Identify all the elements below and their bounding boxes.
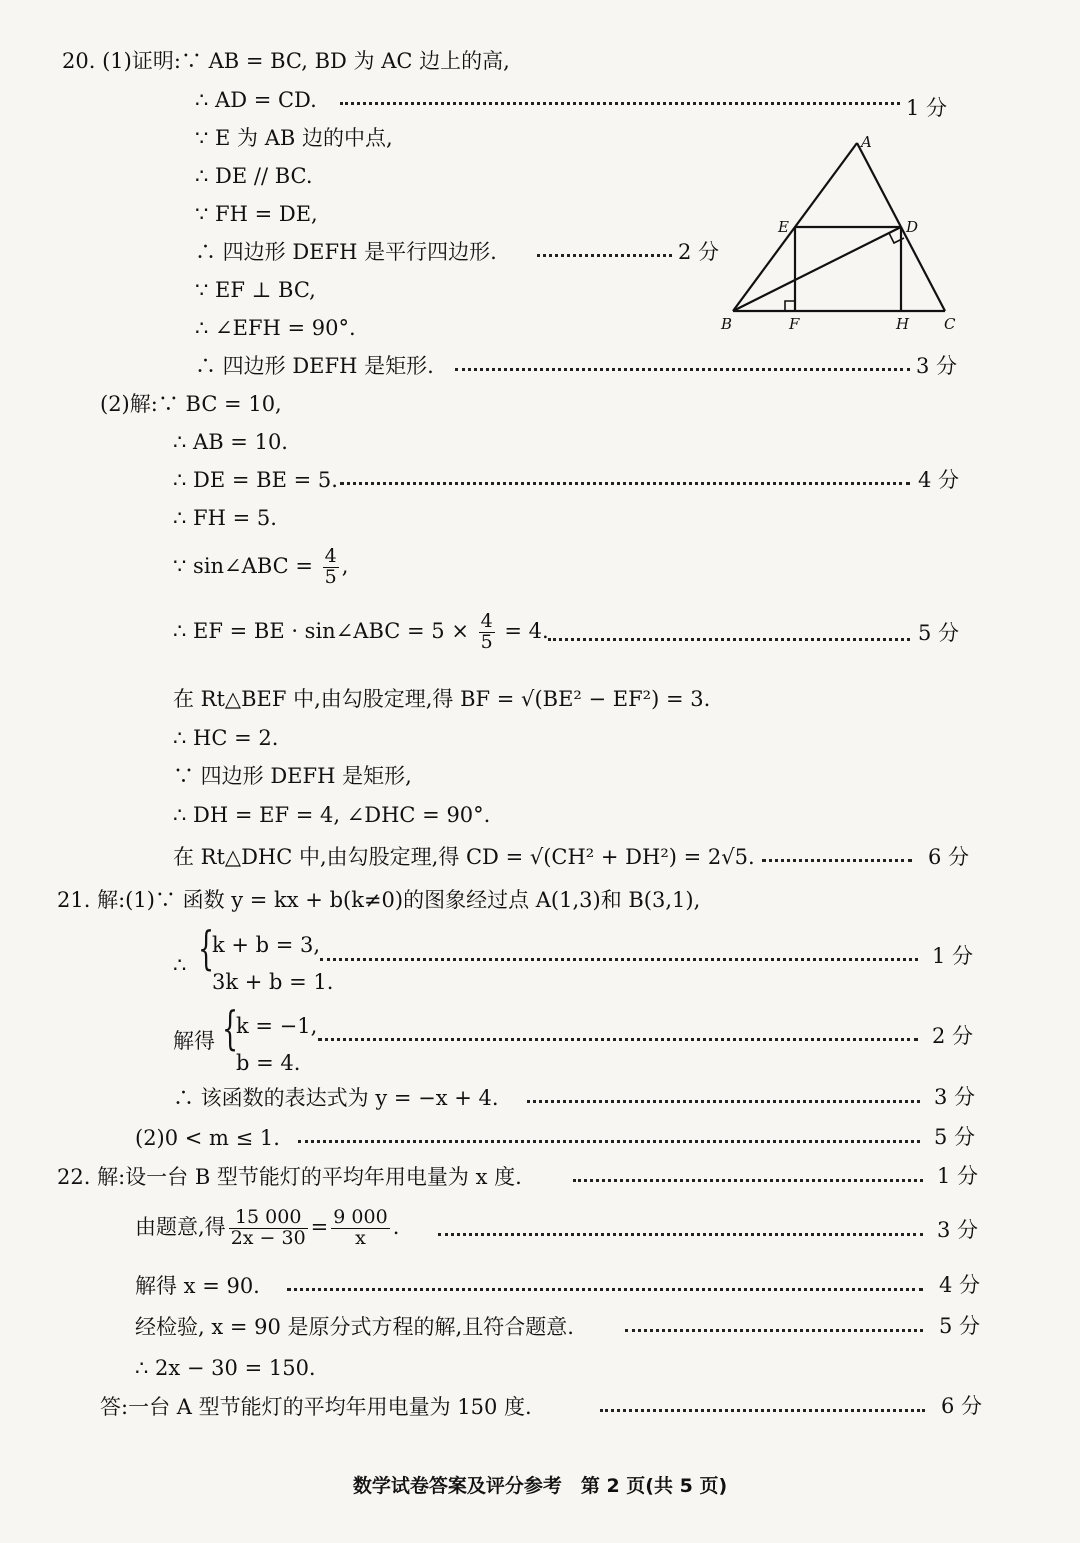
fraction-15000 xyxy=(229,1208,308,1249)
label-d: D xyxy=(906,218,919,236)
solution-k: k = −1, xyxy=(236,1014,318,1038)
q20-line-2: ∴ AD = CD. xyxy=(195,88,317,112)
q21-system-2-prefix: 解得 xyxy=(173,1029,215,1053)
fraction-numerator: 4 xyxy=(324,545,337,567)
q20-line-7: ∵ EF ⊥ BC, xyxy=(195,278,316,302)
score-mark: 6 分 xyxy=(941,1394,983,1418)
label-e: E xyxy=(778,218,789,236)
fraction-numerator: 4 xyxy=(480,610,493,632)
score-mark: 4 分 xyxy=(918,468,960,492)
score-mark: 2 分 xyxy=(678,240,720,264)
brace-icon: { xyxy=(198,921,215,975)
fraction-denominator: 2x − 30 xyxy=(230,1226,306,1249)
fraction-9000 xyxy=(331,1208,389,1249)
q20-part2-line-7: 在 Rt△BEF 中,由勾股定理,得 BF = √(BE² − EF²) = 3. xyxy=(173,687,711,711)
equation-1: k + b = 3, xyxy=(212,933,321,957)
score-mark: 5 分 xyxy=(939,1314,981,1338)
segment-bd xyxy=(733,227,901,311)
score-leader xyxy=(625,1327,923,1332)
q20-part2-line-4: ∴ FH = 5. xyxy=(173,506,277,530)
score-mark: 5 分 xyxy=(934,1125,976,1149)
score-mark: 5 分 xyxy=(918,621,960,645)
q20-part2-line-2: ∴ AB = 10. xyxy=(173,430,288,454)
fraction-four-fifths xyxy=(323,547,339,588)
equation-2: 3k + b = 1. xyxy=(212,969,334,994)
q20-line-1: 20. (1)证明:∵ AB = BC, BD 为 AC 边上的高, xyxy=(62,49,510,73)
q20-line-9: ∴ 四边形 DEFH 是矩形. xyxy=(195,354,434,378)
q21-system-1 xyxy=(212,927,333,1001)
q20-part2-line-8: ∴ HC = 2. xyxy=(173,726,279,750)
score-leader xyxy=(527,1098,920,1103)
q22-answer: 答:一台 A 型节能灯的平均年用电量为 150 度. xyxy=(100,1395,532,1419)
period: . xyxy=(392,1214,400,1239)
score-mark: 4 分 xyxy=(939,1273,981,1297)
score-mark: 1 分 xyxy=(906,96,948,120)
equation-prefix: 由题意,得 xyxy=(135,1214,226,1239)
score-leader xyxy=(548,636,910,641)
fraction-four-fifths xyxy=(479,612,495,653)
q20-part2-line-11: 在 Rt△DHC 中,由勾股定理,得 CD = √(CH² + DH²) = 2√5. xyxy=(173,845,755,869)
q21-system-1-prefix: ∴ xyxy=(173,953,187,977)
q21-system-2 xyxy=(236,1008,317,1082)
score-mark: 6 分 xyxy=(928,845,970,869)
score-leader xyxy=(762,857,912,862)
score-mark: 1 分 xyxy=(932,944,974,968)
score-leader xyxy=(455,366,910,371)
ef-result: = 4. xyxy=(504,618,549,643)
fraction-numerator: 9 000 xyxy=(333,1206,388,1228)
q20-line-3: ∵ E 为 AB 边的中点, xyxy=(195,126,393,150)
q20-part2-line-10: ∴ DH = EF = 4, ∠DHC = 90°. xyxy=(173,803,491,827)
q21-line-5: (2)0 < m ≤ 1. xyxy=(135,1126,280,1150)
q21-line-4: ∴ 该函数的表达式为 y = −x + 4. xyxy=(173,1086,499,1110)
triangle-figure xyxy=(715,128,965,338)
label-c: C xyxy=(944,315,956,333)
label-a: A xyxy=(861,133,872,151)
solution-b: b = 4. xyxy=(236,1050,301,1075)
fraction-denominator: 5 xyxy=(324,565,337,588)
q22-line-2 xyxy=(135,1208,399,1249)
score-leader xyxy=(340,100,900,105)
score-leader xyxy=(438,1231,923,1236)
q20-line-4: ∴ DE // BC. xyxy=(195,164,313,188)
brace-icon: { xyxy=(222,1001,239,1055)
score-mark: 3 分 xyxy=(916,354,958,378)
q20-part2-line-5 xyxy=(173,547,348,588)
score-mark: 2 分 xyxy=(932,1024,974,1048)
q22-line-3: 解得 x = 90. xyxy=(135,1274,260,1298)
fraction-denominator: 5 xyxy=(480,630,493,653)
score-leader xyxy=(320,956,918,961)
q20-part2-line-6 xyxy=(173,612,549,653)
score-leader xyxy=(537,252,672,257)
fraction-denominator: x xyxy=(355,1226,366,1249)
q22-line-1: 22. 解:设一台 B 型节能灯的平均年用电量为 x 度. xyxy=(57,1165,522,1189)
q20-part2-line-9: ∵ 四边形 DEFH 是矩形, xyxy=(173,764,412,788)
right-angle-mark-f xyxy=(785,301,795,311)
label-h: H xyxy=(896,315,910,333)
score-leader xyxy=(600,1407,925,1412)
label-b: B xyxy=(721,315,733,333)
label-f: F xyxy=(789,315,800,333)
score-leader xyxy=(340,480,910,485)
page-footer: 数学试卷答案及评分参考 第 2 页(共 5 页) xyxy=(352,1475,728,1497)
score-leader xyxy=(573,1177,923,1182)
q20-part2-line-1: (2)解:∵ BC = 10, xyxy=(100,392,282,416)
q20-line-6: ∴ 四边形 DEFH 是平行四边形. xyxy=(195,240,497,264)
fraction-numerator: 15 000 xyxy=(229,1208,308,1229)
score-leader xyxy=(287,1286,923,1291)
score-leader xyxy=(298,1138,920,1143)
comma: , xyxy=(341,553,349,578)
q20-line-5: ∵ FH = DE, xyxy=(195,202,318,226)
ef-text: ∴ EF = BE · sin∠ABC = 5 × xyxy=(173,618,469,643)
sin-text: ∵ sin∠ABC = xyxy=(173,553,313,578)
q22-line-4: 经检验, x = 90 是原分式方程的解,且符合题意. xyxy=(135,1315,574,1339)
score-mark: 3 分 xyxy=(934,1085,976,1109)
score-leader xyxy=(318,1036,918,1041)
q22-line-5: ∴ 2x − 30 = 150. xyxy=(135,1356,316,1380)
score-mark: 1 分 xyxy=(937,1164,979,1188)
q21-line-1: 21. 解:(1)∵ 函数 y = kx + b(k≠0)的图象经过点 A(1,3)和 B(3,1), xyxy=(57,888,701,912)
equals-sign: = xyxy=(310,1214,329,1239)
q20-line-8: ∴ ∠EFH = 90°. xyxy=(195,316,356,340)
q20-part2-line-3: ∴ DE = BE = 5. xyxy=(173,468,338,492)
score-mark: 3 分 xyxy=(937,1218,979,1242)
